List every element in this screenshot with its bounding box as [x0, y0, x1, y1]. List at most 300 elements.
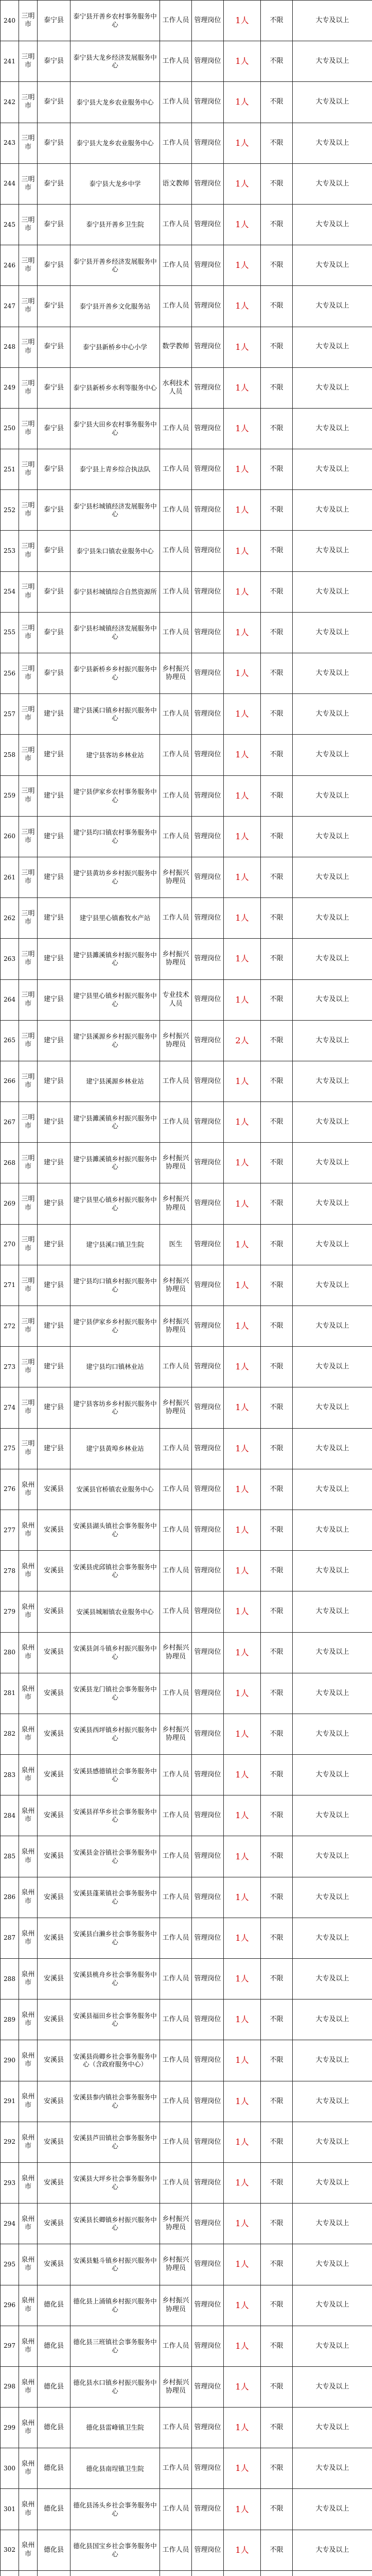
- city-cell: 三明市: [19, 1265, 38, 1306]
- city-cell: 泉州市: [19, 2326, 38, 2366]
- row-number: 255: [1, 612, 19, 653]
- post-type-cell: 管理岗位: [192, 2162, 224, 2203]
- city-cell: 三明市: [19, 531, 38, 571]
- post-type-cell: 管理岗位: [192, 367, 224, 408]
- unit-cell: 德化县雷峰镇卫生院: [70, 2408, 160, 2448]
- education-cell: 大专及以上: [293, 1877, 372, 1918]
- education-cell: 大专及以上: [293, 1959, 372, 1999]
- education-cell: 大专及以上: [293, 204, 372, 245]
- age-cell: 不限: [261, 2408, 293, 2448]
- quota-cell: 1人: [224, 857, 261, 897]
- age-cell: 不限: [261, 1306, 293, 1347]
- row-number: 288: [1, 1959, 19, 1999]
- county-cell: 建宁县: [38, 1265, 70, 1306]
- post-type-cell: 管理岗位: [192, 612, 224, 653]
- city-cell: 泉州市: [19, 2204, 38, 2244]
- row-number: 257: [1, 694, 19, 735]
- row-number: 289: [1, 1999, 19, 2040]
- county-cell: 泰宁县: [38, 163, 70, 204]
- county-cell: 建宁县: [38, 1020, 70, 1061]
- county-cell: 泰宁县: [38, 531, 70, 571]
- quota-cell: 1人: [224, 1469, 261, 1510]
- row-number: 287: [1, 1918, 19, 1958]
- post-cell: 乡村振兴协理员: [160, 1143, 192, 1183]
- education-cell: 大专及以上: [293, 1632, 372, 1673]
- post-cell: 乡村振兴协理员: [160, 1265, 192, 1306]
- row-number: 256: [1, 653, 19, 694]
- county-cell: 建宁县: [38, 1061, 70, 1101]
- county-cell: 泰宁县: [38, 612, 70, 653]
- post-cell: 工作人员: [160, 775, 192, 816]
- city-cell: 三明市: [19, 82, 38, 123]
- education-cell: 大专及以上: [293, 2489, 372, 2530]
- age-cell: 不限: [261, 1510, 293, 1550]
- post-type-cell: 管理岗位: [192, 1795, 224, 1836]
- city-cell: 泉州市: [19, 2040, 38, 2081]
- table-row: [1, 2448, 372, 2489]
- post-type-cell: 管理岗位: [192, 408, 224, 449]
- quota-cell: 1人: [224, 2081, 261, 2122]
- post-type-cell: 管理岗位: [192, 1591, 224, 1632]
- row-number: 267: [1, 1102, 19, 1143]
- row-number: 299: [1, 2408, 19, 2448]
- county-cell: 建宁县: [38, 775, 70, 816]
- education-cell: 大专及以上: [293, 1836, 372, 1877]
- post-cell: 工作人员: [160, 123, 192, 163]
- unit-cell: 泰宁县开善乡卫生院: [70, 204, 160, 245]
- age-cell: 不限: [261, 123, 293, 163]
- age-cell: 不限: [261, 571, 293, 612]
- table-row: [1, 1143, 372, 1183]
- row-number: 292: [1, 2122, 19, 2162]
- post-type-cell: 管理岗位: [192, 857, 224, 897]
- unit-cell: 安溪县桃舟乡社会事务服务中心: [70, 1959, 160, 1999]
- quota-cell: 1人: [224, 612, 261, 653]
- city-cell: 三明市: [19, 204, 38, 245]
- post-type-cell: 管理岗位: [192, 2244, 224, 2285]
- unit-cell: 建宁县均口镇乡村振兴服务中心: [70, 1265, 160, 1306]
- education-cell: 大专及以上: [293, 775, 372, 816]
- post-type-cell: 管理岗位: [192, 2285, 224, 2326]
- city-cell: 泉州市: [19, 2530, 38, 2570]
- unit-cell: 建宁县里心镇畜牧水产站: [70, 898, 160, 939]
- row-number: 242: [1, 82, 19, 123]
- row-number: 291: [1, 2081, 19, 2122]
- unit-cell: 建宁县均口镇林业站: [70, 1347, 160, 1387]
- education-cell: 大专及以上: [293, 1224, 372, 1265]
- post-type-cell: 管理岗位: [192, 1999, 224, 2040]
- post-cell: 工作人员: [160, 2489, 192, 2530]
- post-type-cell: 管理岗位: [192, 2040, 224, 2081]
- quota-cell: 1人: [224, 653, 261, 694]
- city-cell: 泉州市: [19, 2122, 38, 2162]
- education-cell: 大专及以上: [293, 123, 372, 163]
- post-cell: 工作人员: [160, 41, 192, 82]
- education-cell: 大专及以上: [293, 1347, 372, 1387]
- age-cell: 不限: [261, 1347, 293, 1387]
- post-cell: 工作人员: [160, 1836, 192, 1877]
- quota-cell: 1人: [224, 2326, 261, 2366]
- unit-cell: 建宁县濉溪镇乡村振兴服务中心: [70, 1102, 160, 1143]
- table-row: [1, 1551, 372, 1591]
- county-cell: 建宁县: [38, 857, 70, 897]
- county-cell: 安溪县: [38, 2081, 70, 2122]
- post-cell: 工作人员: [160, 571, 192, 612]
- post-cell: 乡村振兴协理员: [160, 2244, 192, 2285]
- education-cell: 大专及以上: [293, 1551, 372, 1591]
- age-cell: 不限: [261, 1551, 293, 1591]
- city-cell: 泉州市: [19, 1551, 38, 1591]
- post-type-cell: 管理岗位: [192, 1143, 224, 1183]
- row-number: 295: [1, 2244, 19, 2285]
- city-cell: 泉州市: [19, 1795, 38, 1836]
- city-cell: 三明市: [19, 1143, 38, 1183]
- post-type-cell: 管理岗位: [192, 2408, 224, 2448]
- quota-cell: 1人: [224, 1102, 261, 1143]
- county-cell: 泰宁县: [38, 653, 70, 694]
- quota-cell: 1人: [224, 245, 261, 286]
- row-number: 301: [1, 2489, 19, 2530]
- education-cell: 大专及以上: [293, 979, 372, 1020]
- county-cell: 安溪县: [38, 1959, 70, 1999]
- unit-cell: 建宁县濉溪镇乡村振兴服务中心: [70, 1143, 160, 1183]
- post-cell: 工作人员: [160, 2408, 192, 2448]
- unit-cell: 泰宁县大龙乡中学: [70, 163, 160, 204]
- age-cell: 不限: [261, 1836, 293, 1877]
- quota-cell: 1人: [224, 531, 261, 571]
- age-cell: 不限: [261, 979, 293, 1020]
- post-cell: 工作人员: [160, 408, 192, 449]
- education-cell: 大专及以上: [293, 694, 372, 735]
- table-row: [1, 1061, 372, 1101]
- row-number: 240: [1, 1, 19, 41]
- quota-cell: 1人: [224, 2040, 261, 2081]
- post-type-cell: 管理岗位: [192, 2081, 224, 2122]
- age-cell: 不限: [261, 1714, 293, 1754]
- row-number: 259: [1, 775, 19, 816]
- education-cell: 大专及以上: [293, 2162, 372, 2203]
- unit-cell: 建宁县溪源乡林业站: [70, 1061, 160, 1101]
- quota-cell: 1人: [224, 571, 261, 612]
- county-cell: 安溪县: [38, 1551, 70, 1591]
- city-cell: 泉州市: [19, 2285, 38, 2326]
- post-cell: [160, 2570, 192, 2576]
- county-cell: 德化县: [38, 2408, 70, 2448]
- post-type-cell: 管理岗位: [192, 1020, 224, 1061]
- row-number: 298: [1, 2366, 19, 2407]
- education-cell: 大专及以上: [293, 2122, 372, 2162]
- city-cell: 泉州市: [19, 1877, 38, 1918]
- age-cell: 不限: [261, 1469, 293, 1510]
- county-cell: 建宁县: [38, 1143, 70, 1183]
- age-cell: 不限: [261, 2040, 293, 2081]
- county-cell: 建宁县: [38, 1306, 70, 1347]
- post-cell: 乡村振兴协理员: [160, 653, 192, 694]
- education-cell: 大专及以上: [293, 1, 372, 41]
- unit-cell: 泰宁县杉城镇经济发展服务中心: [70, 490, 160, 531]
- quota-cell: 1人: [224, 775, 261, 816]
- city-cell: 三明市: [19, 286, 38, 327]
- county-cell: 安溪县: [38, 1918, 70, 1958]
- post-cell: 工作人员: [160, 1755, 192, 1795]
- quota-cell: [224, 2570, 261, 2576]
- county-cell: 安溪县: [38, 1632, 70, 1673]
- post-type-cell: 管理岗位: [192, 1469, 224, 1510]
- post-cell: 医生: [160, 1224, 192, 1265]
- age-cell: 不限: [261, 2530, 293, 2570]
- quota-cell: 1人: [224, 1224, 261, 1265]
- post-type-cell: 管理岗位: [192, 2326, 224, 2366]
- post-cell: 乡村振兴协理员: [160, 2204, 192, 2244]
- post-type-cell: 管理岗位: [192, 2366, 224, 2407]
- table-row: [1, 2122, 372, 2162]
- table-row: [1, 2489, 372, 2530]
- post-type-cell: 管理岗位: [192, 1306, 224, 1347]
- city-cell: 三明市: [19, 694, 38, 735]
- county-cell: 建宁县: [38, 1428, 70, 1469]
- post-cell: 专业技术人员: [160, 979, 192, 1020]
- county-cell: 泰宁县: [38, 123, 70, 163]
- city-cell: 三明市: [19, 1061, 38, 1101]
- county-cell: 安溪县: [38, 1999, 70, 2040]
- unit-cell: 德化县南埕镇卫生院: [70, 2448, 160, 2489]
- education-cell: 大专及以上: [293, 2530, 372, 2570]
- row-number: 302: [1, 2530, 19, 2570]
- row-number: 246: [1, 245, 19, 286]
- education-cell: 大专及以上: [293, 245, 372, 286]
- county-cell: 建宁县: [38, 939, 70, 979]
- quota-cell: 1人: [224, 82, 261, 123]
- education-cell: 大专及以上: [293, 1183, 372, 1224]
- unit-cell: 安溪县金谷镇社会事务服务中心: [70, 1836, 160, 1877]
- row-number: 244: [1, 163, 19, 204]
- education-cell: 大专及以上: [293, 735, 372, 775]
- education-cell: 大专及以上: [293, 2081, 372, 2122]
- post-type-cell: 管理岗位: [192, 1428, 224, 1469]
- table-row: [1, 449, 372, 490]
- age-cell: 不限: [261, 1673, 293, 1714]
- age-cell: 不限: [261, 2489, 293, 2530]
- row-number: 286: [1, 1877, 19, 1918]
- county-cell: 安溪县: [38, 1673, 70, 1714]
- unit-cell: 泰宁县大龙乡经济发展服务中心: [70, 41, 160, 82]
- table-row: [1, 2244, 372, 2285]
- county-cell: 泰宁县: [38, 41, 70, 82]
- age-cell: 不限: [261, 2326, 293, 2366]
- quota-cell: 1人: [224, 1632, 261, 1673]
- table-row: [1, 2285, 372, 2326]
- unit-cell: 建宁县溪源乡乡村振兴服务中心: [70, 1020, 160, 1061]
- quota-cell: 1人: [224, 204, 261, 245]
- county-cell: 泰宁县: [38, 327, 70, 367]
- education-cell: 大专及以上: [293, 286, 372, 327]
- age-cell: 不限: [261, 531, 293, 571]
- unit-cell: 安溪县魁斗镇乡村振兴服务中心: [70, 2244, 160, 2285]
- table-row: [1, 1632, 372, 1673]
- county-cell: 泰宁县: [38, 245, 70, 286]
- unit-cell: 建宁县里心镇乡村振兴服务中心: [70, 1183, 160, 1224]
- quota-cell: 1人: [224, 1836, 261, 1877]
- row-number: 280: [1, 1632, 19, 1673]
- unit-cell: 建宁县溪口镇乡村振兴服务中心: [70, 694, 160, 735]
- post-type-cell: 管理岗位: [192, 1877, 224, 1918]
- education-cell: 大专及以上: [293, 2285, 372, 2326]
- post-cell: 工作人员: [160, 1551, 192, 1591]
- table-row: [1, 2162, 372, 2203]
- post-type-cell: 管理岗位: [192, 1347, 224, 1387]
- age-cell: 不限: [261, 857, 293, 897]
- post-cell: 语文教师: [160, 163, 192, 204]
- table-row: [1, 1102, 372, 1143]
- education-cell: 大专及以上: [293, 1469, 372, 1510]
- table-row: [1, 2408, 372, 2448]
- row-number: 241: [1, 41, 19, 82]
- post-cell: 工作人员: [160, 1061, 192, 1101]
- unit-cell: 安溪县尚卿乡社会事务服务中心（含政府服务中心）: [70, 2040, 160, 2081]
- post-cell: 工作人员: [160, 204, 192, 245]
- age-cell: 不限: [261, 327, 293, 367]
- city-cell: 三明市: [19, 490, 38, 531]
- row-number: 271: [1, 1265, 19, 1306]
- quota-cell: 1人: [224, 1918, 261, 1958]
- county-cell: 泰宁县: [38, 1, 70, 41]
- county-cell: 泰宁县: [38, 286, 70, 327]
- city-cell: 三明市: [19, 735, 38, 775]
- city-cell: 泉州市: [19, 2489, 38, 2530]
- county-cell: 建宁县: [38, 1102, 70, 1143]
- post-cell: 工作人员: [160, 449, 192, 490]
- city-cell: 三明市: [19, 898, 38, 939]
- education-cell: 大专及以上: [293, 571, 372, 612]
- quota-cell: 1人: [224, 694, 261, 735]
- age-cell: 不限: [261, 1020, 293, 1061]
- county-cell: 安溪县: [38, 1714, 70, 1754]
- post-type-cell: 管理岗位: [192, 490, 224, 531]
- education-cell: 大专及以上: [293, 1795, 372, 1836]
- row-number: 270: [1, 1224, 19, 1265]
- row-number: 250: [1, 408, 19, 449]
- post-cell: 工作人员: [160, 82, 192, 123]
- table-row: [1, 204, 372, 245]
- county-cell: 德化县: [38, 2448, 70, 2489]
- county-cell: 安溪县: [38, 2122, 70, 2162]
- county-cell: 安溪县: [38, 1591, 70, 1632]
- city-cell: 三明市: [19, 857, 38, 897]
- quota-cell: 1人: [224, 1999, 261, 2040]
- table-row: [1, 41, 372, 82]
- education-cell: 大专及以上: [293, 1755, 372, 1795]
- education-cell: 大专及以上: [293, 2204, 372, 2244]
- county-cell: 建宁县: [38, 1387, 70, 1428]
- quota-cell: 1人: [224, 327, 261, 367]
- unit-cell: [70, 2570, 160, 2576]
- table-row: [1, 286, 372, 327]
- post-cell: 工作人员: [160, 2448, 192, 2489]
- city-cell: 三明市: [19, 327, 38, 367]
- row-number: 274: [1, 1387, 19, 1428]
- age-cell: 不限: [261, 1999, 293, 2040]
- post-cell: 工作人员: [160, 531, 192, 571]
- post-type-cell: 管理岗位: [192, 653, 224, 694]
- quota-cell: 1人: [224, 2448, 261, 2489]
- education-cell: 大专及以上: [293, 653, 372, 694]
- unit-cell: 安溪县湖头镇社会事务服务中心: [70, 1510, 160, 1550]
- post-type-cell: 管理岗位: [192, 123, 224, 163]
- table-row: [1, 490, 372, 531]
- unit-cell: 泰宁县上青乡综合执法队: [70, 449, 160, 490]
- post-cell: 工作人员: [160, 694, 192, 735]
- row-number: 245: [1, 204, 19, 245]
- age-cell: 不限: [261, 1, 293, 41]
- unit-cell: 安溪县剑斗镇乡村振兴服务中心: [70, 1632, 160, 1673]
- post-type-cell: 管理岗位: [192, 82, 224, 123]
- table-row: [1, 775, 372, 816]
- row-number: 261: [1, 857, 19, 897]
- education-cell: 大专及以上: [293, 41, 372, 82]
- row-number: 300: [1, 2448, 19, 2489]
- county-cell: 泰宁县: [38, 408, 70, 449]
- row-number: 296: [1, 2285, 19, 2326]
- quota-cell: 1人: [224, 2122, 261, 2162]
- age-cell: 不限: [261, 490, 293, 531]
- quota-cell: 1人: [224, 1510, 261, 1550]
- county-cell: 安溪县: [38, 1795, 70, 1836]
- post-cell: 乡村振兴协理员: [160, 1387, 192, 1428]
- city-cell: 三明市: [19, 1306, 38, 1347]
- table-row: [1, 1020, 372, 1061]
- table-row: [1, 1795, 372, 1836]
- age-cell: 不限: [261, 1591, 293, 1632]
- table-row: [1, 1, 372, 41]
- row-number: 265: [1, 1020, 19, 1061]
- education-cell: 大专及以上: [293, 490, 372, 531]
- post-cell: 工作人员: [160, 1, 192, 41]
- city-cell: 三明市: [19, 1428, 38, 1469]
- age-cell: 不限: [261, 612, 293, 653]
- education-cell: 大专及以上: [293, 327, 372, 367]
- row-number: 277: [1, 1510, 19, 1550]
- county-cell: 泰宁县: [38, 367, 70, 408]
- quota-cell: 1人: [224, 979, 261, 1020]
- quota-cell: 1人: [224, 2408, 261, 2448]
- post-type-cell: 管理岗位: [192, 204, 224, 245]
- quota-cell: 1人: [224, 1061, 261, 1101]
- table-row: [1, 1755, 372, 1795]
- row-number: 260: [1, 816, 19, 857]
- age-cell: 不限: [261, 1224, 293, 1265]
- age-cell: 不限: [261, 1428, 293, 1469]
- post-type-cell: 管理岗位: [192, 1551, 224, 1591]
- quota-cell: 1人: [224, 1347, 261, 1387]
- table-row: [1, 327, 372, 367]
- age-cell: 不限: [261, 735, 293, 775]
- post-type-cell: 管理岗位: [192, 939, 224, 979]
- city-cell: 三明市: [19, 408, 38, 449]
- post-cell: 工作人员: [160, 1591, 192, 1632]
- post-cell: 工作人员: [160, 2162, 192, 2203]
- unit-cell: 建宁县里心镇乡村振兴服务中心: [70, 979, 160, 1020]
- post-type-cell: 管理岗位: [192, 327, 224, 367]
- post-cell: 工作人员: [160, 898, 192, 939]
- education-cell: 大专及以上: [293, 2326, 372, 2366]
- county-cell: 安溪县: [38, 1755, 70, 1795]
- city-cell: [19, 2570, 38, 2576]
- unit-cell: 泰宁县杉城镇综合自然资源所: [70, 571, 160, 612]
- post-cell: 工作人员: [160, 1673, 192, 1714]
- age-cell: 不限: [261, 408, 293, 449]
- age-cell: 不限: [261, 1877, 293, 1918]
- county-cell: 德化县: [38, 2489, 70, 2530]
